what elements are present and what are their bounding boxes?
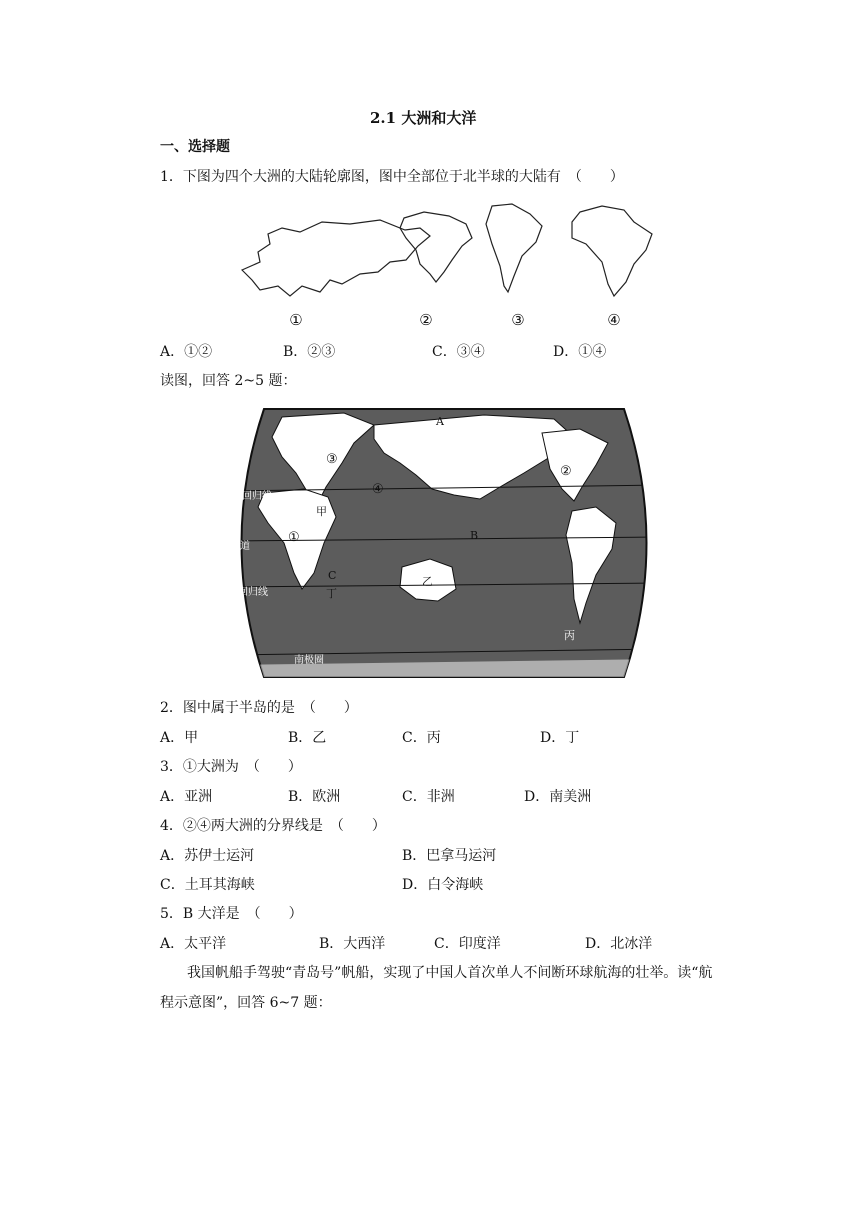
q2-option-d: D．丁 (540, 730, 580, 746)
page-title: 2.1 大洲和大洋 (370, 109, 477, 127)
north-america-outline (400, 212, 472, 282)
q5-option-a: A．太平洋 (160, 936, 227, 952)
q1-option-c: C．③④ (432, 344, 485, 360)
q4-option-c: C．土耳其海峡 (160, 877, 255, 893)
line-label-tropic-cancer: 北回归线 (232, 491, 272, 502)
passage-line-1: 我国帆船手驾驶“青岛号”帆船，实现了中国人首次单人不间断环球航海的壮举。读“航 (187, 965, 713, 981)
q2-option-b: B．乙 (288, 730, 327, 746)
map-letter-bing: 丙 (564, 629, 575, 642)
q4-option-d: D．白令海峡 (402, 877, 484, 893)
q4-option-a: A．苏伊士运河 (160, 848, 255, 864)
q2-stem: 2．图中属于半岛的是 （ ） (160, 700, 358, 716)
q5-option-d: D．北冰洋 (585, 936, 653, 952)
figure-label-2: ② (419, 311, 433, 329)
map-label-1: ① (288, 530, 300, 545)
read-map-intro: 读图，回答 2~5 题： (160, 373, 297, 389)
map-label-4: ④ (372, 482, 384, 497)
q1-option-d: D．①④ (553, 344, 607, 360)
q4-stem: 4．②④两大洲的分界线是 （ ） (160, 818, 386, 834)
map-label-2: ② (560, 464, 572, 479)
q4-option-b: B．巴拿马运河 (402, 848, 497, 864)
map-letter-yi: 乙 (422, 575, 433, 588)
q3-stem: 3．①大洲为 （ ） (160, 759, 302, 775)
map-letter-ding: 丁 (326, 587, 337, 600)
line-label-antarctic: 南极圈 (294, 655, 324, 666)
q1-option-a: A．①② (160, 344, 213, 360)
q5-stem: 5．B 大洋是 （ ） (160, 906, 303, 922)
africa-outline (572, 206, 652, 296)
q1-option-b: B．②③ (283, 344, 336, 360)
map-letter-jia: 甲 (316, 505, 327, 518)
south-america-outline (486, 204, 542, 292)
q3-option-d: D．南美洲 (524, 789, 592, 805)
map-letter-c: C (328, 569, 337, 582)
figure-label-1: ① (289, 311, 303, 329)
q3-option-c: C．非洲 (402, 789, 455, 805)
map-label-3: ③ (326, 452, 338, 467)
figure-label-3: ③ (511, 311, 525, 329)
passage-line-2: 程示意图”，回答 6~7 题： (160, 995, 332, 1011)
line-label-equator: 赤道 (230, 541, 250, 552)
q2-option-c: C．丙 (402, 730, 441, 746)
world-map-figure (224, 403, 664, 683)
q3-option-b: B．欧洲 (288, 789, 341, 805)
q3-option-a: A．亚洲 (160, 789, 213, 805)
figure-label-4: ④ (607, 311, 621, 329)
continent-outlines-figure (230, 200, 670, 330)
q5-option-c: C．印度洋 (434, 936, 501, 952)
q2-option-a: A．甲 (160, 730, 199, 746)
q1-stem: 1．下图为四个大洲的大陆轮廓图，图中全部位于北半球的大陆有 （ ） (160, 169, 624, 185)
line-label-tropic-capricorn: 南回归线 (228, 587, 268, 598)
q5-option-b: B．大西洋 (319, 936, 386, 952)
map-letter-a: A (436, 415, 444, 428)
map-letter-b: B (470, 529, 479, 542)
section-heading: 一、选择题 (160, 139, 230, 155)
